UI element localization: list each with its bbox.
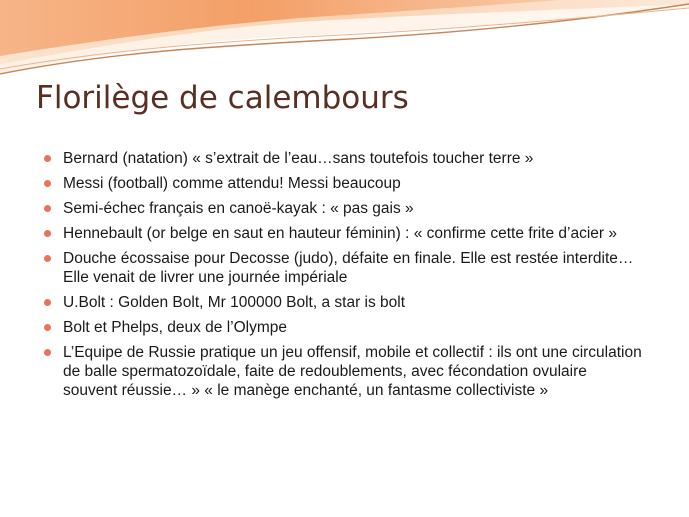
list-item: [44, 224, 644, 243]
slide-title: Florilège de calembours: [36, 80, 409, 116]
list-item-text: U.Bolt : Golden Bolt, Mr 100000 Bolt, a star is bolt: [63, 294, 406, 311]
header-wave-decoration: [0, 0, 689, 90]
list-item: [44, 149, 644, 168]
list-item: [44, 174, 644, 193]
list-item-text: Semi-échec français en canoë-kayak : « pas gais »: [63, 200, 414, 217]
list-item-text: Bernard (natation) « s’extrait de l’eau…sans toutefois toucher terre »: [63, 150, 534, 167]
list-item-text: Messi (football) comme attendu! Messi beaucoup: [63, 175, 401, 192]
bullet-dot-icon: [44, 255, 51, 262]
list-item-text: Bolt et Phelps, deux de l’Olympe: [63, 319, 288, 336]
list-item-text: Douche écossaise pour Decosse (judo), défaite en finale. Elle est restée interdite…Elle venait de livrer une journée impériale: [63, 250, 634, 286]
bullet-dot-icon: [44, 324, 51, 331]
bullet-dot-icon: [44, 155, 51, 162]
list-item: [44, 318, 644, 337]
list-item: [44, 343, 644, 400]
bullet-dot-icon: [44, 299, 51, 306]
bullet-dot-icon: [44, 205, 51, 212]
bullet-list: [44, 149, 644, 406]
list-item: [44, 293, 644, 312]
list-item: [44, 249, 644, 287]
bullet-dot-icon: [44, 349, 51, 356]
list-item-text: L’Equipe de Russie pratique un jeu offensif, mobile et collectif : ils ont une circulation de balle spermatozoïdale, faite de redoublements, avec fécondation ovulaire souvent réussie… » « le manège enchanté, un fantasme collectiviste »: [63, 344, 642, 399]
list-item: [44, 199, 644, 218]
bullet-dot-icon: [44, 230, 51, 237]
list-item-text: Hennebault (or belge en saut en hauteur féminin) : « confirme cette frite d’acier »: [63, 225, 618, 242]
bullet-dot-icon: [44, 180, 51, 187]
